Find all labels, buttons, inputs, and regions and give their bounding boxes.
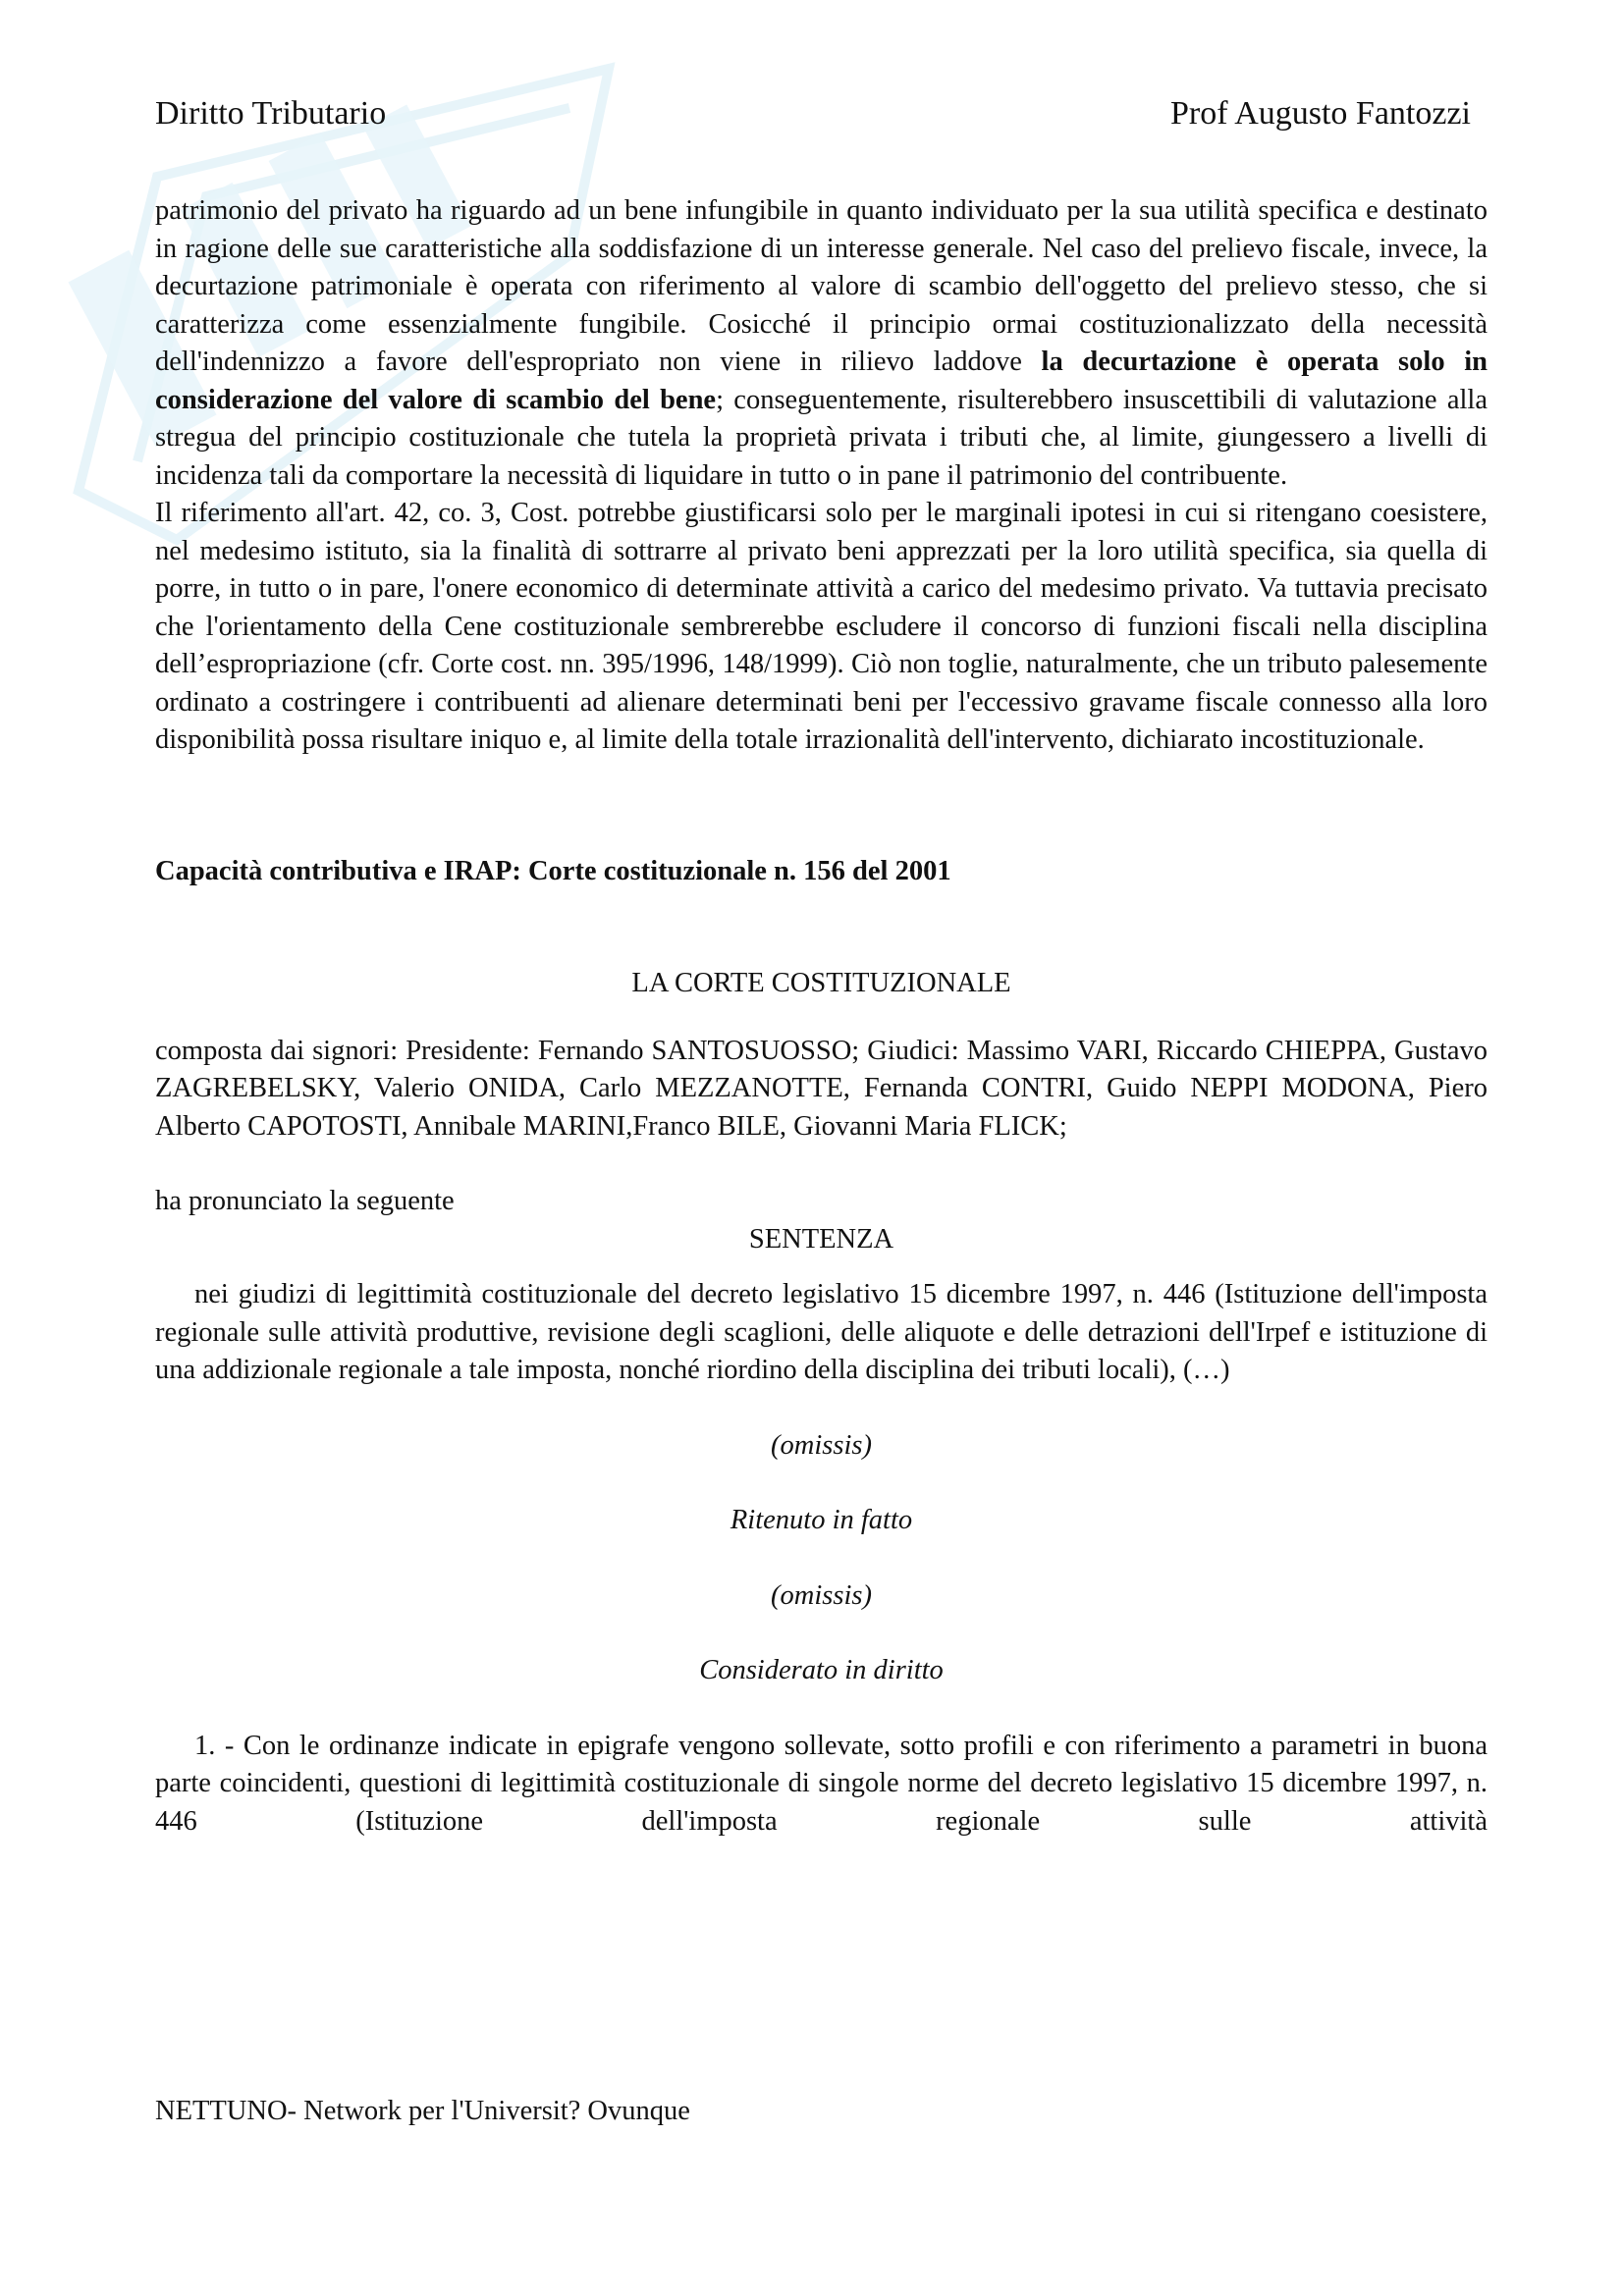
court-composition: composta dai signori: Presidente: Fernando SANTOSUOSSO; Giudici: Massimo VARI, Riccardo CHIEPPA, Gustavo ZAGREBELSKY, Valerio ONIDA, Carlo MEZZANOTTE, Fernanda CONTRI, Guido NEPPI MODONA, Piero Alberto CAPOTOSTI, Annibale MARINI,Franco BILE, Giovanni Maria FLICK;: [155, 1035, 1488, 1142]
paragraph-1-text-b: ; conseguentemente, risulterebbero insuscettibili di valutazione alla stregua del principio costituzionale che tutela la proprietà privata i tributi che, al limite, giungessero a livelli di incidenza tali da comportare la necessità di liquidare in tutto o in pane il patrimonio del contribuente.: [155, 384, 1488, 491]
omissis-second: (omissis): [771, 1579, 872, 1611]
section-heading: Capacità contributiva e IRAP: Corte costituzionale n. 156 del 2001: [155, 855, 951, 886]
omissis-first: (omissis): [771, 1429, 872, 1461]
pronounced-line: ha pronunciato la seguente: [155, 1186, 455, 1216]
header-course-title: Diritto Tributario: [155, 95, 387, 132]
ritenuto-in-fatto: Ritenuto in fatto: [730, 1505, 913, 1535]
court-title: LA CORTE COSTITUZIONALE: [631, 968, 1011, 998]
considerato-in-diritto: Considerato in diritto: [699, 1655, 944, 1685]
paragraph-1-text-a: patrimonio del privato ha riguardo ad un bene infungibile in quanto individuato per la sua utilità specifica e destinato in ragione delle sue caratteristiche alla soddisfazione di un interesse generale. Nel caso del prelievo fiscale, invece, la decurtazione patrimoniale è operata con riferimento al valore di scambio dell'oggetto del prelievo stesso, che si caratterizza come essenzialmente fungibile. Cosicché il principio ormai costituzionalizzato della necessità dell'indennizzo a favore dell'espropriato non viene in rilievo laddove: [155, 195, 1488, 377]
sentenza-title: SENTENZA: [748, 1223, 894, 1255]
judgment-intro: nei giudizi di legittimità costituzionale del decreto legislativo 15 dicembre 1997, n. 446 (Istituzione dell'imposta regionale sulle attività produttive, revisione degli scaglioni, delle aliquote e delle detrazioni dell'Irpef e istituzione di una addizionale regionale a tale imposta, nonché riordino della disciplina dei tributi locali), (…): [155, 1279, 1488, 1385]
header-professor: Prof Augusto Fantozzi: [1170, 95, 1471, 132]
document-body: [155, 192, 1488, 1841]
page-footer: NETTUNO- Network per l'Universit? Ovunque: [155, 2096, 690, 2126]
paragraph-expropriation: [155, 192, 1488, 495]
paragraph-1-bold-phrase: la decurtazione è operata solo in considerazione del valore di scambio del bene: [155, 347, 1488, 415]
point-1-paragraph: 1. - Con le ordinanze indicate in epigrafe vengono sollevate, sotto profili e con riferimento a parametri in buona parte coincidenti, questioni di legittimità costituzionale di singole norme del decreto legislativo 15 dicembre 1997, n. 446 (Istituzione dell'imposta regionale sulle attività: [155, 1730, 1488, 1837]
paragraph-art-42: Il riferimento all'art. 42, co. 3, Cost. potrebbe giustificarsi solo per le marginali ipotesi in cui si ritengano coesistere, nel medesimo istituto, sia la finalità di sottrarre al privato beni apprezzati per la loro utilità specifica, sia quella di porre, in tutto o in pare, l'onere economico di determinate attività a carico del medesimo privato. Va tuttavia precisato che l'orientamento della Cene costituzionale sembrerebbe escludere il concorso di funzioni fiscali nella disciplina dell’espropriazione (cfr. Corte cost. nn. 395/1996, 148/1999). Ciò non toglie, naturalmente, che un tributo palesemente ordinato a costringere i contribuenti ad alienare determinati beni per l'eccessivo gravame fiscale connesso alla loro disponibilità possa risultare iniquo e, al limite della totale irrazionalità dell'intervento, dichiarato incostituzionale.: [155, 498, 1488, 755]
